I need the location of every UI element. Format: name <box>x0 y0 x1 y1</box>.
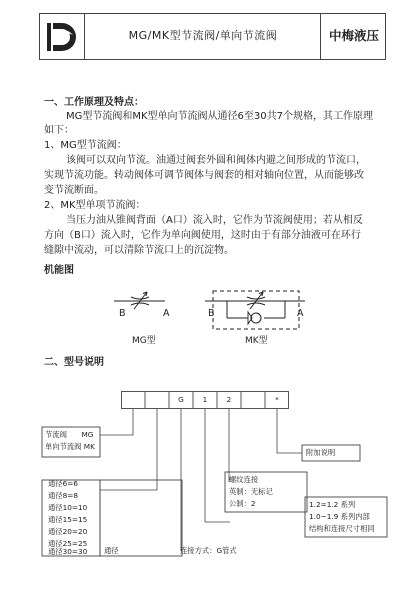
bore-label: 通径 <box>104 546 119 555</box>
extra-label: 附加说明 <box>306 448 336 457</box>
bore-item: 通径6=6 <box>48 479 78 488</box>
section2-heading: 二、型号说明 <box>44 357 104 368</box>
mk-caption: MK型 <box>245 336 268 346</box>
company-logo-icon <box>45 20 79 54</box>
mg-line-3: 变节流断面。 <box>44 185 104 196</box>
bore-item: 通径8=8 <box>48 491 78 500</box>
mg-caption: MG型 <box>132 336 156 346</box>
code-cell-4: 1 <box>202 395 208 404</box>
thread-line-3: 公制：2 <box>229 499 256 508</box>
mg-heading: 1、MG型节流阀： <box>44 140 127 151</box>
document-title: MG/MK型节流阀/单向节流阀 <box>128 29 278 42</box>
intro-line-1: MG型节流阀和MK型单向节流阀从通径6至30共7个规格，其工作原理 <box>66 111 374 122</box>
bore-item: 通径30=30 <box>48 547 88 556</box>
connection-label: 连接方式：G管式 <box>180 546 237 555</box>
mk-line-3: 缝隙中流动，可以清除节流口上的沉淀物。 <box>44 245 234 256</box>
header-divider <box>84 14 85 59</box>
series-line-2: 1.0~1.9 系列内部 <box>309 512 370 521</box>
symbols-heading: 机能图 <box>44 265 74 276</box>
bore-item: 通径15=15 <box>48 515 88 524</box>
bore-item: 通径10=10 <box>48 503 88 512</box>
series-line-1: 1.2=1.2 系列 <box>309 500 356 509</box>
mk-heading: 2、MK型单项节流阀： <box>44 200 146 211</box>
page-header <box>39 13 386 60</box>
mk-line-2: 方向（B口）流入时，它作为单向阀使用，这时由于有部分油液可在环行 <box>44 230 361 241</box>
header-divider <box>320 14 321 59</box>
mk-port-a-label: A <box>297 308 304 319</box>
thread-line-1: 螺纹连接 <box>229 475 259 484</box>
type-line-1: 节流阀 MG <box>45 430 94 439</box>
code-cell-3: G <box>178 395 184 404</box>
mk-line-1: 当压力油从锥阀背面（A口）流入时，它作为节流阀使用；若从相反 <box>66 215 363 226</box>
mk-check-throttle-symbol <box>205 291 305 329</box>
mk-port-b-label: B <box>208 308 215 319</box>
bore-item: 通径25=25 <box>48 539 88 548</box>
code-cell-5: 2 <box>226 395 232 404</box>
section1-heading: 一、工作原理及特点： <box>44 97 144 108</box>
mg-line-1: 该阀可以双向节流。油通过阀套外圆和阀体内避之间形成的节流口， <box>66 155 366 166</box>
company-name: 中梅液压 <box>328 28 379 43</box>
series-line-3: 结构和连接尺寸相同 <box>309 524 375 533</box>
type-line-2: 单向节流阀 MK <box>45 442 95 451</box>
intro-line-2: 如下： <box>44 125 74 136</box>
mg-port-a-label: A <box>163 308 170 319</box>
bore-item: 通径20=20 <box>48 527 88 536</box>
code-cell-7: * <box>275 395 279 404</box>
mg-port-b-label: B <box>119 308 126 319</box>
mg-line-2: 实现节流功能。转动阀体可调节阀体与阀套的相对轴向位置，从而能够改 <box>44 170 364 181</box>
thread-line-2: 英制：无标记 <box>229 487 273 496</box>
